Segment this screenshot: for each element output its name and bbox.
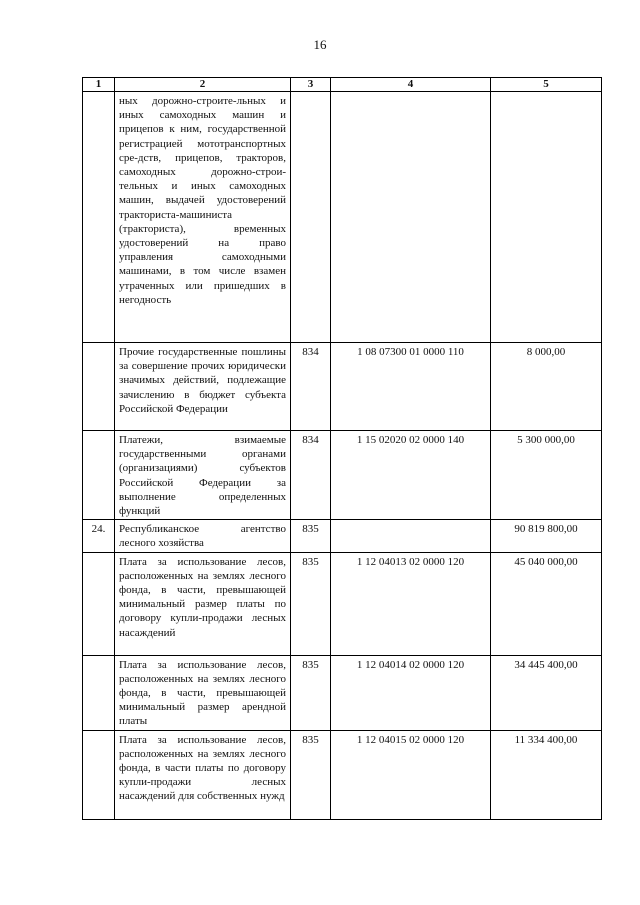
- table-row: [83, 730, 602, 819]
- table-row: [83, 92, 602, 343]
- row-number: 24.: [83, 520, 115, 552]
- row-number: [83, 92, 115, 343]
- row-budget-code: [331, 520, 491, 552]
- row-number: [83, 730, 115, 819]
- row-name: ных дорожно-строите-льных и иных самоходных машин и прицепов к ним, государственной регистрацией мототранспортных сре-дств, прицепов, тракторов, самоходных дорожно-строи-тельных и иных самоходных машин, выдачей удостоверений тракториста-машиниста (тракториста), временных удостоверений на право управления самоходными машинами, в том числе взамен утраченных или пришедших в негодность: [115, 92, 291, 343]
- row-admin-code: 834: [291, 431, 331, 520]
- row-amount: 90 819 800,00: [491, 520, 602, 552]
- row-name: Плата за использование лесов, расположенных на землях лесного фонда, в части, превышающей минимальный размер арендной платы: [115, 655, 291, 730]
- budget-table: [82, 77, 602, 820]
- table-row: [83, 431, 602, 520]
- table-row: [83, 520, 602, 552]
- row-budget-code: 1 12 04015 02 0000 120: [331, 730, 491, 819]
- row-budget-code: 1 15 02020 02 0000 140: [331, 431, 491, 520]
- header-col-2: 2: [115, 78, 291, 92]
- row-name: Плата за использование лесов, расположенных на землях лесного фонда, в части платы по договору купли-продажи лесных насаждений для собственных нужд: [115, 730, 291, 819]
- table-row: [83, 552, 602, 655]
- row-admin-code: 835: [291, 730, 331, 819]
- header-row: [83, 78, 602, 92]
- header-col-4: 4: [331, 78, 491, 92]
- row-name: Республиканское агентство лесного хозяйства: [115, 520, 291, 552]
- header-col-5: 5: [491, 78, 602, 92]
- row-name: Платежи, взимаемые государственными органами (организациями) субъектов Российской Федерации за выполнение определенных функций: [115, 431, 291, 520]
- row-number: [83, 552, 115, 655]
- row-number: [83, 655, 115, 730]
- row-budget-code: 1 08 07300 01 0000 110: [331, 343, 491, 431]
- row-number: [83, 431, 115, 520]
- row-amount: 34 445 400,00: [491, 655, 602, 730]
- header-col-3: 3: [291, 78, 331, 92]
- row-number: [83, 343, 115, 431]
- header-col-1: 1: [83, 78, 115, 92]
- row-amount: 11 334 400,00: [491, 730, 602, 819]
- table-row: [83, 343, 602, 431]
- row-budget-code: [331, 92, 491, 343]
- row-amount: 8 000,00: [491, 343, 602, 431]
- row-budget-code: 1 12 04013 02 0000 120: [331, 552, 491, 655]
- row-admin-code: 834: [291, 343, 331, 431]
- row-budget-code: 1 12 04014 02 0000 120: [331, 655, 491, 730]
- table-row: [83, 655, 602, 730]
- row-name: Плата за использование лесов, расположенных на землях лесного фонда, в части, превышающей минимальный размер платы по договору купли-продажи лесных насаждений: [115, 552, 291, 655]
- row-name: Прочие государственные пошлины за совершение прочих юридически значимых действий, подлежащие зачислению в бюджет субъекта Российской Федерации: [115, 343, 291, 431]
- row-amount: [491, 92, 602, 343]
- row-admin-code: [291, 92, 331, 343]
- row-admin-code: 835: [291, 655, 331, 730]
- row-amount: 5 300 000,00: [491, 431, 602, 520]
- page-number: 16: [313, 37, 327, 52]
- row-amount: 45 040 000,00: [491, 552, 602, 655]
- row-admin-code: 835: [291, 552, 331, 655]
- row-admin-code: 835: [291, 520, 331, 552]
